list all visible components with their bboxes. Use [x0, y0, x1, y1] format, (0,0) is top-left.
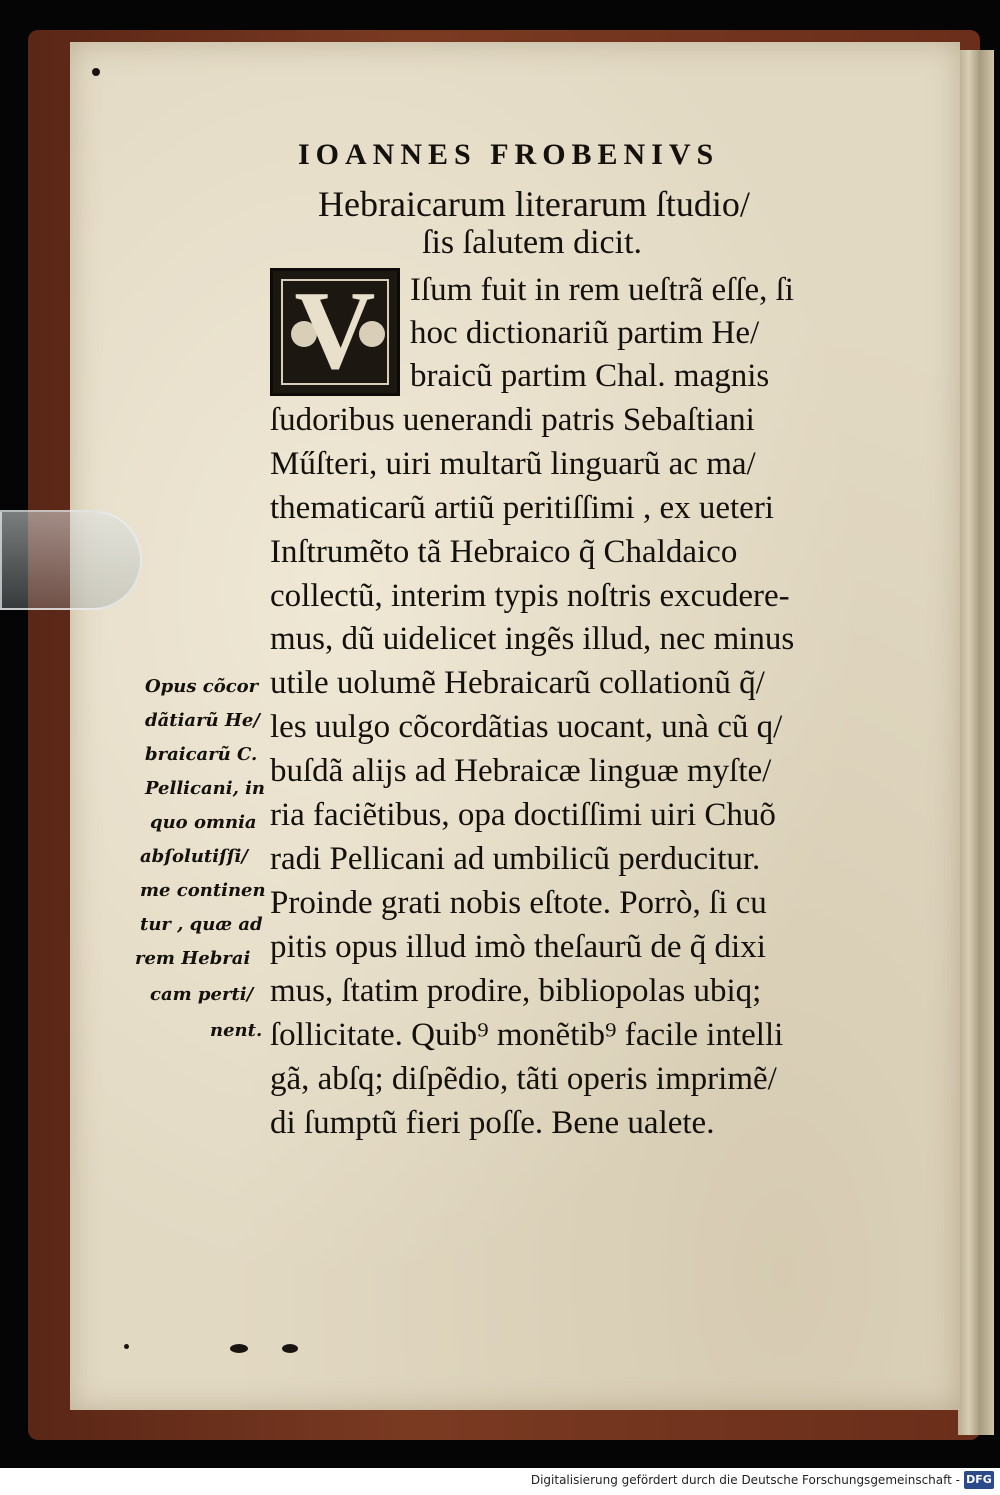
margin-note-line: cam perti/ [150, 984, 254, 1005]
body-line: ſudoribus uenerandi patris Sebaſtiani [270, 402, 755, 438]
dedication-heading-line-3: ſis ſalutem dicit. [422, 224, 643, 261]
body-line: Iſum fuit in rem ueſtrã eſſe, ſi [410, 272, 794, 308]
margin-note-line: Pellicani, in [145, 778, 266, 799]
body-line: gã, abſq; diſpẽdio, tãti operis imprimẽ/ [270, 1061, 777, 1097]
ink-spot [282, 1344, 298, 1353]
digitization-footer [0, 1468, 1000, 1495]
printer-name-heading: IOANNES FROBENIVS [298, 138, 720, 171]
dedication-heading-line-2: Hebraicarum literarum ſtudio/ [318, 184, 750, 224]
funding-credit: Digitalisierung gefördert durch die Deutsche Forschungsgemeinschaft - [530, 1473, 960, 1487]
body-line: Inſtrumẽto tã Hebraico q̃ Chaldaico [270, 534, 738, 570]
ink-spot [230, 1344, 248, 1353]
margin-note-line: nent. [210, 1020, 263, 1041]
decorated-initial [270, 268, 400, 396]
body-line: ria faciẽtibus, opa doctiſſimi uiri Chuõ [270, 797, 776, 833]
margin-note-line: quo omnia [150, 812, 257, 833]
margin-note-line: Opus cõcor [145, 676, 259, 697]
margin-note-line: tur , quæ ad [140, 914, 263, 935]
body-line: braicũ partim Chal. magnis [410, 358, 770, 394]
body-line: Műſteri, uiri multarũ linguarũ ac ma/ [270, 446, 756, 482]
page-edges [958, 50, 994, 1435]
initial-letter: V [294, 269, 376, 393]
body-line: hoc dictionariũ partim He/ [410, 315, 760, 351]
ink-spot [92, 68, 100, 76]
body-line: collectũ, interim typis noſtris excudere- [270, 578, 790, 614]
margin-note-line: abſolutiſſi/ [140, 846, 248, 867]
body-line: mus, dũ uidelicet ingẽs illud, nec minus [270, 621, 795, 657]
body-line: Proinde grati nobis eſtote. Porrò, ſi cu [270, 885, 767, 921]
body-line: di ſumptũ fieri poſſe. Bene ualete. [270, 1105, 715, 1141]
margin-note-line: me continen [140, 880, 266, 901]
body-line: utile uolumẽ Hebraicarũ collationũ q̃/ [270, 665, 765, 701]
body-line: les uulgo cõcordãtias uocant, unà cũ q/ [270, 709, 783, 745]
dfg-logo: DFG [964, 1471, 994, 1489]
ink-spot [124, 1344, 129, 1349]
margin-note-line: dãtiarũ He/ [145, 710, 260, 731]
body-line: radi Pellicani ad umbilicũ perducitur. [270, 841, 761, 877]
margin-note-line: rem Hebrai [135, 948, 251, 969]
plastic-clip [0, 510, 142, 610]
margin-note-line: braicarũ C. [145, 744, 258, 765]
body-line: mus, ſtatim prodire, bibliopolas ubiq; [270, 973, 762, 1009]
body-line: thematicarũ artiũ peritiſſimi , ex ueteri [270, 490, 774, 526]
body-line: buſdã alijs ad Hebraicæ linguæ myſte/ [270, 753, 772, 789]
body-line: pitis opus illud imò theſaurũ de q̃ dixi [270, 929, 766, 965]
body-line: ſollicitate. Quib⁹ monẽtib⁹ facile intelli [270, 1017, 784, 1053]
